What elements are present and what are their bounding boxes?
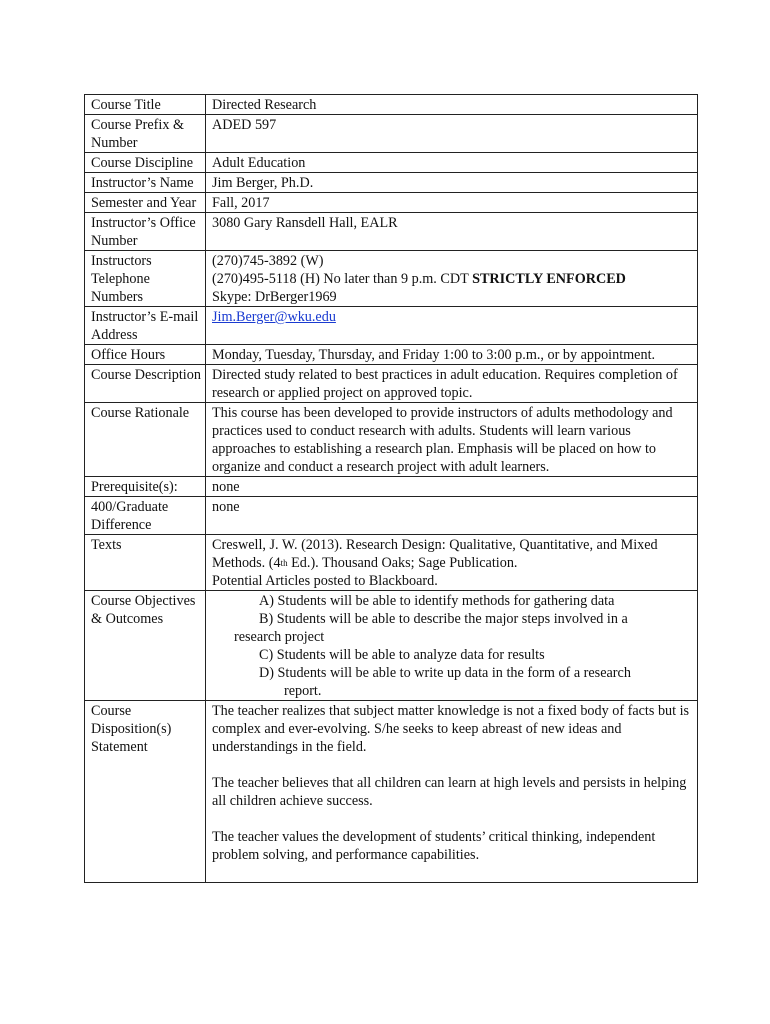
table-row bbox=[85, 535, 698, 591]
texts-value bbox=[206, 535, 698, 591]
course-discipline-value: Adult Education bbox=[206, 153, 698, 173]
row-label: 400/Graduate Difference bbox=[85, 497, 206, 535]
row-label: Course Objectives & Outcomes bbox=[85, 591, 206, 701]
prerequisites-value: none bbox=[206, 477, 698, 497]
table-row bbox=[85, 307, 698, 345]
row-label: Course Prefix & Number bbox=[85, 115, 206, 153]
list-item: B) Students will be able to describe the major steps involved in a bbox=[259, 611, 628, 627]
table-row bbox=[85, 403, 698, 477]
row-label: Course Discipline bbox=[85, 153, 206, 173]
disposition-paragraph: The teacher values the development of students’ critical thinking, independent problem solving, and performance capabilities. bbox=[212, 829, 656, 863]
list-item: report. bbox=[284, 683, 322, 699]
graduate-difference-value: none bbox=[206, 497, 698, 535]
row-label: Course Disposition(s) Statement bbox=[85, 701, 206, 883]
table-row bbox=[85, 497, 698, 535]
skype-handle: Skype: DrBerger1969 bbox=[212, 289, 337, 305]
text-edition-suffix: th bbox=[280, 558, 288, 568]
table-row bbox=[85, 193, 698, 213]
course-title-value: Directed Research bbox=[206, 95, 698, 115]
email-cell bbox=[206, 307, 698, 345]
row-label: Semester and Year bbox=[85, 193, 206, 213]
objectives-list bbox=[212, 592, 693, 700]
office-number-value: 3080 Gary Ransdell Hall, EALR bbox=[206, 213, 698, 251]
phone-emphasis: STRICTLY ENFORCED bbox=[472, 271, 626, 287]
email-link[interactable]: Jim.Berger@wku.edu bbox=[212, 309, 336, 325]
table-row bbox=[85, 173, 698, 193]
table-row bbox=[85, 365, 698, 403]
semester-value: Fall, 2017 bbox=[206, 193, 698, 213]
row-label: Instructors Telephone Numbers bbox=[85, 251, 206, 307]
table-row bbox=[85, 251, 698, 307]
row-label: Texts bbox=[85, 535, 206, 591]
telephone-numbers-value bbox=[206, 251, 698, 307]
course-prefix-value: ADED 597 bbox=[206, 115, 698, 153]
table-row bbox=[85, 591, 698, 701]
text-citation: Creswell, J. W. (2013). Research Design: Qualitative, Quantitative, and Mixed Methods. (4 bbox=[212, 537, 658, 571]
list-item: research project bbox=[234, 629, 325, 645]
row-label: Instructor’s Name bbox=[85, 173, 206, 193]
table-row bbox=[85, 345, 698, 365]
table-row bbox=[85, 701, 698, 883]
row-label: Course Rationale bbox=[85, 403, 206, 477]
text-articles: Potential Articles posted to Blackboard. bbox=[212, 573, 438, 589]
table-row bbox=[85, 95, 698, 115]
table-row bbox=[85, 115, 698, 153]
disposition-value bbox=[206, 701, 698, 883]
list-item: D) Students will be able to write up data in the form of a research bbox=[259, 665, 631, 681]
course-description-value: Directed study related to best practices in adult education. Requires completion of research or applied project on approved topic. bbox=[206, 365, 698, 403]
list-item: A) Students will be able to identify methods for gathering data bbox=[259, 593, 615, 609]
disposition-paragraph: The teacher believes that all children can learn at high levels and persists in helping all children achieve success. bbox=[212, 775, 687, 809]
row-label: Prerequisite(s): bbox=[85, 477, 206, 497]
table-row bbox=[85, 153, 698, 173]
row-label: Course Description bbox=[85, 365, 206, 403]
objectives-value bbox=[206, 591, 698, 701]
row-label: Instructor’s Office Number bbox=[85, 213, 206, 251]
table-row bbox=[85, 213, 698, 251]
row-label: Office Hours bbox=[85, 345, 206, 365]
table-row bbox=[85, 477, 698, 497]
row-label: Instructor’s E-mail Address bbox=[85, 307, 206, 345]
course-rationale-value: This course has been developed to provide instructors of adults methodology and practices used to conduct research with adults. Students will learn various approaches to establishing a research plan. Emphasis will be placed on how to organize and conduct a research project with adult learners. bbox=[206, 403, 698, 477]
row-label: Course Title bbox=[85, 95, 206, 115]
course-syllabus-table bbox=[84, 94, 698, 883]
text-citation-rest: Ed.). Thousand Oaks; Sage Publication. bbox=[287, 555, 518, 571]
office-hours-value: Monday, Tuesday, Thursday, and Friday 1:00 to 3:00 p.m., or by appointment. bbox=[206, 345, 698, 365]
list-item: C) Students will be able to analyze data for results bbox=[259, 647, 545, 663]
instructor-name-value: Jim Berger, Ph.D. bbox=[206, 173, 698, 193]
phone-home: (270)495-5118 (H) No later than 9 p.m. CDT bbox=[212, 271, 469, 287]
phone-home-line bbox=[212, 270, 693, 288]
disposition-paragraph: The teacher realizes that subject matter knowledge is not a fixed body of facts but is complex and ever-evolving. S/he seeks to keep abreast of new ideas and understandings in the field. bbox=[212, 703, 690, 755]
phone-work: (270)745-3892 (W) bbox=[212, 253, 324, 269]
